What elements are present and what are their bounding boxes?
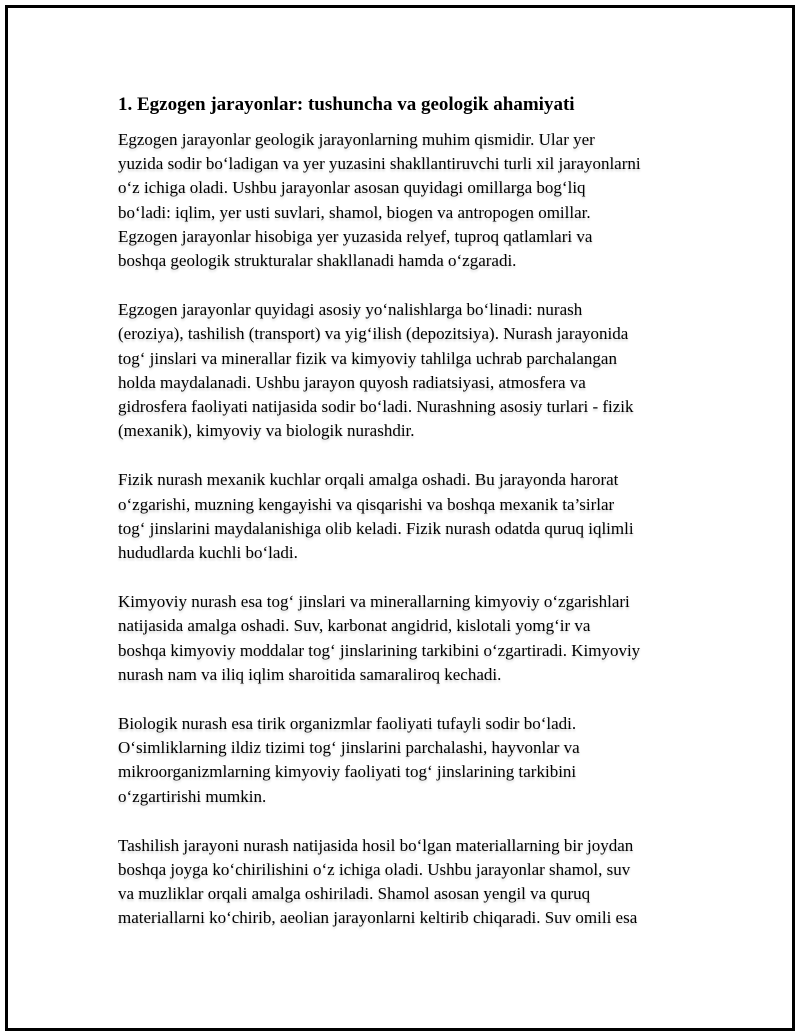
- paragraph-transport: [118, 834, 698, 931]
- paragraph-directions: [118, 298, 698, 443]
- text-line: Fizik nurash mexanik kuchlar orqali amalga oshadi. Bu jarayonda harorat: [118, 470, 619, 490]
- text-line: Biologik nurash esa tirik organizmlar faoliyati tufayli sodir bo‘ladi.: [118, 714, 577, 734]
- text-line: mikroorganizmlarning kimyoviy faoliyati tog‘ jinslarining tarkibini: [118, 762, 577, 782]
- text-line: Kimyoviy nurash esa tog‘ jinslari va minerallarning kimyoviy o‘zgarishlari: [118, 592, 630, 612]
- text-line: bo‘ladi: iqlim, yer usti suvlari, shamol, biogen va antropogen omillar.: [118, 202, 591, 222]
- text-line: O‘simliklarning ildiz tizimi tog‘ jinslarini parchalashi, hayvonlar va: [118, 738, 580, 758]
- paragraph-intro: [118, 128, 698, 273]
- text-line: materiallarni ko‘chirib, aeolian jarayonlarni keltirib chiqaradi. Suv omili esa: [118, 908, 638, 928]
- text-line: (eroziya), tashilish (transport) va yig‘ilish (depozitsiya). Nurash jarayonida: [118, 324, 629, 344]
- text-line: nurash nam va iliq iqlim sharoitida samaraliroq kechadi.: [118, 664, 502, 684]
- text-line: boshqa joyga ko‘chirilishini o‘z ichiga oladi. Ushbu jarayonlar shamol, suv: [118, 860, 631, 880]
- text-line: Egzogen jarayonlar quyidagi asosiy yo‘nalishlarga bo‘linadi: nurash: [118, 300, 583, 320]
- paragraph-physical-weathering: [118, 468, 698, 565]
- text-line: (mexanik), kimyoviy va biologik nurashdir.: [118, 421, 415, 441]
- paragraph-chemical-weathering: [118, 590, 698, 687]
- text-line: tog‘ jinslarini maydalanishiga olib keladi. Fizik nurash odatda quruq iqlimli: [118, 518, 634, 538]
- text-line: yuzida sodir bo‘ladigan va yer yuzasini shakllantiruvchi turli xil jarayonlarni: [118, 154, 641, 174]
- text-line: boshqa geologik strukturalar shakllanadi hamda o‘zgaradi.: [118, 251, 517, 271]
- text-line: o‘zgarishi, muzning kengayishi va qisqarishi va boshqa mexanik ta’sirlar: [118, 494, 615, 514]
- text-line: o‘zgartirishi mumkin.: [118, 786, 267, 806]
- text-line: va muzliklar orqali amalga oshiriladi. Shamol asosan yengil va quruq: [118, 884, 591, 904]
- text-line: Tashilish jarayoni nurash natijasida hosil bo‘lgan materiallarning bir joydan: [118, 835, 634, 855]
- text-line: tog‘ jinslari va minerallar fizik va kimyoviy tahlilga uchrab parchalangan: [118, 348, 617, 368]
- text-line: natijasida amalga oshadi. Suv, karbonat angidrid, kislotali yomg‘ir va: [118, 616, 591, 636]
- text-line: hududlarda kuchli bo‘ladi.: [118, 543, 298, 563]
- document-content: [118, 92, 698, 956]
- text-line: gidrosfera faoliyati natijasida sodir bo‘ladi. Nurashning asosiy turlari - fizik: [118, 397, 634, 417]
- text-line: o‘z ichiga oladi. Ushbu jarayonlar asosan quyidagi omillarga bog‘liq: [118, 178, 586, 198]
- text-line: holda maydalanadi. Ushbu jarayon quyosh radiatsiyasi, atmosfera va: [118, 372, 586, 392]
- text-line: Egzogen jarayonlar hisobiga yer yuzasida relyef, tuproq qatlamlari va: [118, 226, 593, 246]
- text-line: boshqa kimyoviy moddalar tog‘ jinslarining tarkibini o‘zgartiradi. Kimyoviy: [118, 640, 641, 660]
- paragraph-biological-weathering: [118, 712, 698, 809]
- text-line: Egzogen jarayonlar geologik jarayonlarning muhim qismidir. Ular yer: [118, 130, 595, 149]
- section-heading: 1. Egzogen jarayonlar: tushuncha va geologik ahamiyati: [118, 94, 575, 115]
